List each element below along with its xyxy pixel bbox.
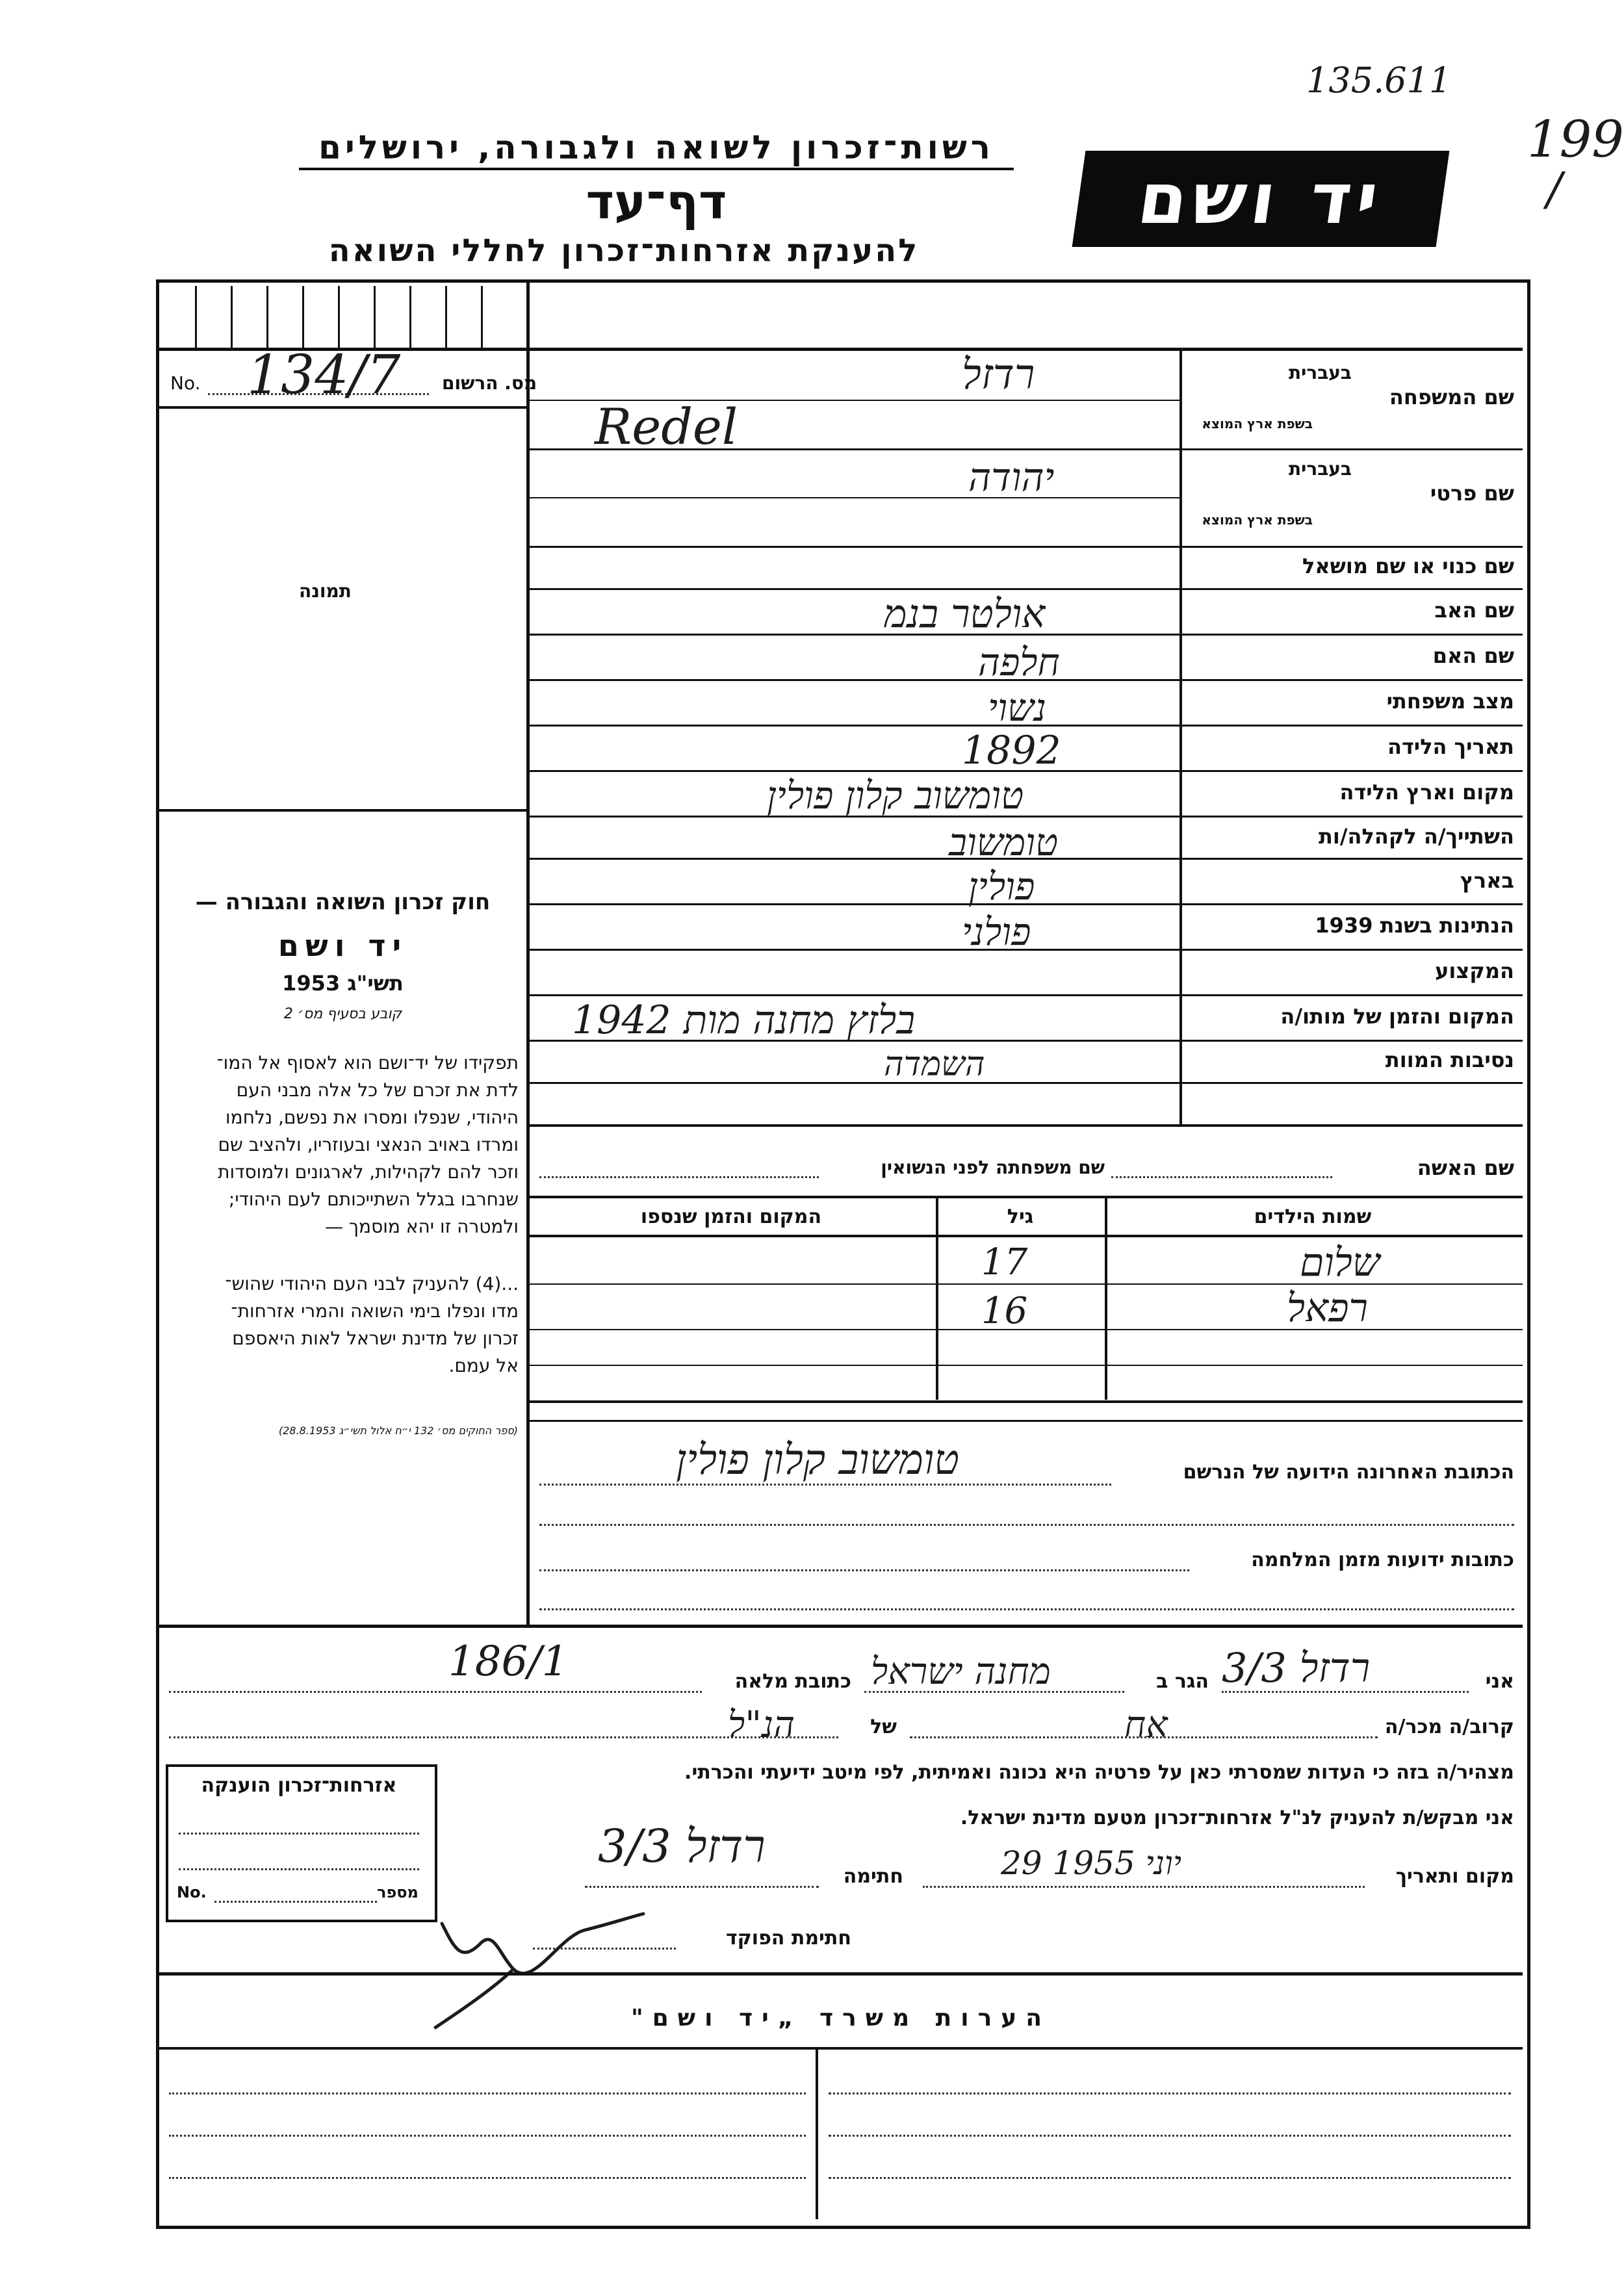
first-name-hebrew-value: יהודה [968, 455, 1055, 500]
family-name-origin-label: בשפת ארץ המוצא [1202, 416, 1313, 431]
law-title: חוק זכרון השואה והגבורה — [195, 889, 491, 915]
father-label: שם האב [1434, 598, 1514, 623]
request-text: אני מבקש/ת להעניק לנ"ל אזרחות־זכרון מטעם מדינת ישראל. [960, 1807, 1514, 1829]
mother-value: חלפה [978, 640, 1060, 684]
registration-label: מס. הרשום [442, 372, 537, 394]
family-name-origin-value: Redel [595, 398, 738, 456]
death-circumstances-label: נסיבות המוות [1385, 1048, 1514, 1072]
nickname-label: שם כנוי או שם מושאל [1302, 554, 1514, 578]
law-paragraph-1: תפקידו של יד־ושם הוא לאסוף אל המו־ לדת את זכרם של כל אלה מבני העם היהודי, שנפלו ומסרו את נפשם, נלחמו ומרדו באויב הנאצי ובעוזריו, ולהציב שם וזכר להם לקהילות, לארגונים ולמוסדות שנחרבו בגלל השתייכותם לעם היהודי; ולמטרה זו יהא מוסמך — [216, 1052, 519, 1237]
community-label: השתייך/ה לקהלה/ות [1318, 824, 1514, 849]
of-label: של [870, 1716, 897, 1738]
war-addresses-label: כתובות ידועות מזמן המלחמה [1251, 1549, 1514, 1571]
form-title: דף־עד [586, 174, 727, 230]
first-name-label: שם פרטי [1430, 481, 1514, 506]
photo-label: תמונה [299, 580, 352, 602]
archive-number: 135.611 [1306, 60, 1452, 101]
family-name-hebrew-value: רדזל [962, 351, 1035, 399]
citizenship-box-title: אזרחות־זכרון הוענקה [201, 1774, 397, 1797]
death-place-label: המקום והזמן של מותו/ה [1280, 1004, 1514, 1029]
child-name-1: שלום [1300, 1240, 1380, 1285]
declarant-name: רדזל 3/3 [1222, 1644, 1371, 1692]
law-name: יד ושם [277, 928, 408, 963]
authority-underline [299, 168, 1014, 170]
form-subtitle: להענקת אזרחות־זכרון לחללי השואה [328, 233, 920, 269]
declarant-i-label: אני [1485, 1670, 1514, 1693]
birth-date-label: תאריך הלידה [1387, 734, 1514, 759]
family-name-label: שם המשפחה [1389, 385, 1514, 409]
birth-date-value: 1892 [962, 728, 1061, 773]
wife-label: שם האשה [1417, 1155, 1514, 1180]
remarks-title: הערות משרד „יד ושם" [630, 2005, 1051, 2031]
marital-label: מצב משפחתי [1386, 689, 1514, 714]
authority-title: רשות־זכרון לשואה ולגבורה, ירושלים [318, 129, 994, 166]
of-value: הנ"ל [728, 1704, 795, 1746]
father-value: אולטר בנמ [884, 591, 1046, 637]
citizenship-number-label: מספר [377, 1883, 419, 1901]
death-circumstances-value: השמדה [884, 1045, 985, 1084]
relative-value: אח [1124, 1704, 1168, 1746]
law-year: תשי"ג 1953 [282, 971, 404, 996]
marital-value: נשוי [988, 686, 1046, 730]
first-name-origin-label: בשפת ארץ המוצא [1202, 512, 1313, 528]
law-footnote: (ספר החוקים מס׳ 132 י״ח אלול תשי״ג 28.8.1953) [278, 1424, 518, 1437]
last-address-value: טומשוב קלון פולין [676, 1436, 959, 1484]
mother-label: שם האם [1432, 643, 1514, 668]
child-name-2: רפאל [1287, 1285, 1368, 1331]
signature-label: חתימה [843, 1865, 903, 1888]
relative-label: קרוב/ה מכר/ה [1384, 1716, 1514, 1738]
first-name-hebrew-label: בעברית [1288, 458, 1352, 480]
law-clause: קובע בסעיף מס׳ 2 [283, 1006, 402, 1022]
citizenship-number-label-en: No. [177, 1883, 207, 1901]
citizenship-value: פולני [962, 910, 1031, 954]
last-address-label: הכתובת האחרונה הידועה של הנרשם [1183, 1461, 1514, 1484]
child-age-1: 17 [981, 1241, 1028, 1283]
children-names-header: שמות הילדים [1254, 1205, 1372, 1228]
top-cells [169, 286, 520, 348]
death-place-value: בלזץ מחנה מות 1942 [572, 998, 916, 1043]
community-value: טומשוב [949, 820, 1059, 864]
place-date-label: מקום ותאריך [1395, 1865, 1514, 1888]
wife-maiden-label: שם משפחתה לפני הנשואין [881, 1157, 1105, 1178]
resides-label: הגר ב [1156, 1670, 1209, 1693]
child-age-2: 16 [981, 1290, 1028, 1332]
yad-vashem-logo: יד ושם [1072, 151, 1450, 247]
margin-number: 199 [1527, 110, 1624, 169]
full-address-value: 186/1 [448, 1638, 569, 1686]
declarant-signature: 3/3 רדזל [598, 1820, 766, 1873]
birth-place-label: מקום וארץ הלידה [1339, 780, 1514, 805]
law-paragraph-2: ...(4) להעניק לבני העם היהודי שהוש־ מדו ונפלו בימי השואה והמרי אזרחות־ זכרון של מדינת ישראל לאות היאספם אל עמם. [225, 1273, 519, 1376]
citizenship-label: הנתינות בשנת 1939 [1315, 913, 1514, 938]
children-place-header: המקום והזמן שנספו [640, 1205, 822, 1228]
family-name-hebrew-label: בעברית [1288, 362, 1352, 383]
country-label: בארץ [1460, 868, 1514, 893]
resides-value: מחנה ישראל [871, 1651, 1051, 1693]
birth-place-value: טומשוב קלון פולין [767, 773, 1024, 818]
country-value: פולין [968, 864, 1035, 908]
registration-number: 134/7 [247, 344, 401, 406]
children-age-header: גיל [1007, 1205, 1034, 1228]
declaration-text: מצהיר/ה בזה כי העדות שמסרתי כאן על פרטיה היא נכונה ואמיתית, לפי מיטב ידיעתי והכרתי. [684, 1761, 1514, 1784]
officer-signature-label: חתימת הפוקד [726, 1927, 851, 1950]
margin-mark: / [1547, 162, 1562, 216]
registration-label-en: No. [170, 372, 201, 394]
place-date-value: 29 יוני 1955 [1001, 1844, 1181, 1882]
full-address-label: כתובת מלאה [734, 1670, 851, 1693]
profession-label: המקצוע [1435, 959, 1514, 983]
